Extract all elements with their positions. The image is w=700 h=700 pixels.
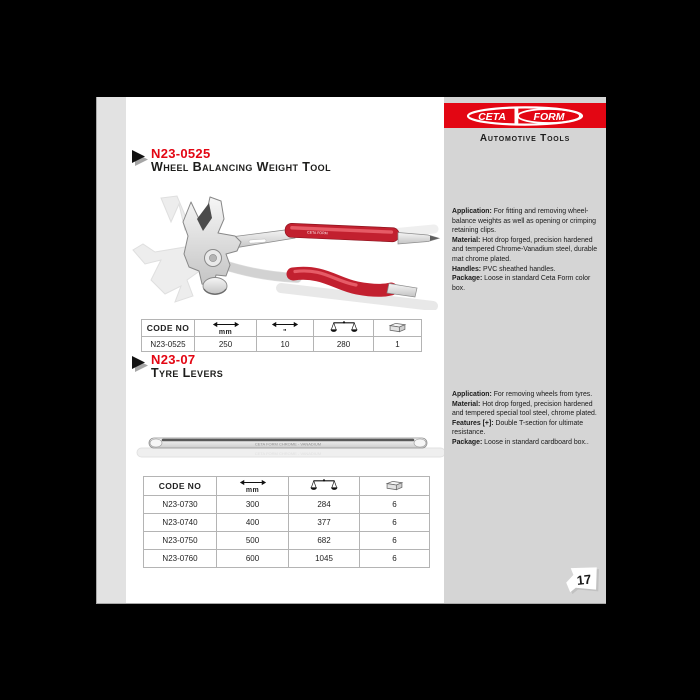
col-header-pack [360, 477, 430, 496]
svg-text:CETA: CETA [478, 110, 506, 123]
carton-box-icon [384, 479, 405, 492]
section-marker-icon [129, 355, 149, 377]
cell-code: N23-0525 [142, 337, 195, 352]
page-margin-strip [97, 97, 126, 603]
col-header-length-mm: mm [217, 477, 289, 496]
svg-text:CETA FORM CHROME - VANADIUM: CETA FORM CHROME - VANADIUM [254, 451, 322, 456]
desc-text: Double T-section for ultimate resistance. [452, 419, 584, 437]
spec-table-wheel-tool [141, 319, 422, 352]
desc-label: Application: [452, 391, 492, 398]
brand-logo-box [444, 103, 606, 128]
product-title-heading: Tyre Levers [151, 366, 224, 380]
desc-text: Loose in standard cardboard box.. [482, 438, 589, 446]
cell-weight: 377 [289, 514, 360, 532]
desc-label: Material: [452, 400, 481, 408]
desc-text: For fitting and removing wheel-balance weights as well as opening or crimping retaining clips. [452, 208, 597, 235]
wheel-balancing-tool-image [131, 192, 441, 315]
desc-text: Hot drop forged, precision hardened and tempered Chrome-Vanadium steel, durable mat chrome plated. [452, 236, 598, 263]
cell-mm: 250 [195, 337, 257, 352]
cell-mm: 300 [217, 496, 289, 514]
tyre-lever-bar [149, 438, 427, 448]
double-arrow-icon [211, 321, 241, 328]
page-number-flag [562, 565, 602, 600]
double-arrow-icon [270, 321, 300, 328]
table-row [144, 496, 430, 514]
svg-text:FORM: FORM [533, 110, 565, 123]
product-code-heading: N23-07 [151, 352, 196, 367]
col-header-pack [374, 320, 422, 337]
desc-label: Package: [452, 438, 483, 446]
sidebar [444, 97, 606, 603]
desc-label: Application: [452, 208, 492, 215]
col-header-weight [289, 477, 360, 496]
cell-mm: 400 [217, 514, 289, 532]
col-header-code: CODE NO [142, 320, 195, 337]
tyre-lever-image [131, 427, 451, 470]
product-code-heading: N23-0525 [151, 146, 211, 161]
desc-text: For removing wheels from tyres. [491, 391, 593, 398]
cell-weight: 284 [289, 496, 360, 514]
cell-qty: 6 [360, 550, 430, 568]
cell-qty: 6 [360, 496, 430, 514]
table-row [144, 532, 430, 550]
page-number: 17 [576, 571, 592, 589]
col-header-weight [314, 320, 374, 337]
desc-label: Features [+]: [452, 419, 494, 427]
table-header-row [144, 477, 430, 496]
cell-qty: 1 [374, 337, 422, 352]
spec-table-tyre-levers [143, 476, 430, 568]
balance-scale-icon [329, 320, 359, 334]
col-header-length-inch: " [257, 320, 314, 337]
cell-mm: 600 [217, 550, 289, 568]
product-description [452, 390, 600, 448]
cell-code: N23-0760 [144, 550, 217, 568]
desc-label: Material: [452, 236, 481, 244]
cell-mm: 500 [217, 532, 289, 550]
content-area [126, 97, 444, 603]
tool-head [183, 197, 241, 295]
cell-weight: 1045 [289, 550, 360, 568]
product-description [452, 207, 600, 293]
section-marker-icon [129, 149, 149, 171]
ceta-form-logo [465, 106, 585, 126]
table-row [144, 550, 430, 568]
product-title-heading: Wheel Balancing Weight Tool [151, 160, 331, 174]
desc-text: Loose in standard Ceta Form color box. [452, 275, 591, 292]
cell-weight: 280 [314, 337, 374, 352]
carton-box-icon [387, 321, 408, 334]
cell-weight: 682 [289, 532, 360, 550]
lever-engraving-text: CETA FORM CHROME - VANADIUM [254, 441, 322, 447]
handle-engraving-text: CETA FORM [306, 230, 328, 236]
balance-scale-icon [309, 478, 339, 492]
cell-qty: 6 [360, 532, 430, 550]
table-header-row [142, 320, 422, 337]
col-header-code: CODE NO [144, 477, 217, 496]
upper-handle-red-sleeve [285, 223, 400, 242]
desc-text: PVC sheathed handles. [481, 265, 556, 273]
desc-label: Package: [452, 275, 483, 283]
desc-text: Hot drop forged, precision hardened and tempered special tool steel, chrome plated. [452, 400, 597, 418]
table-row [142, 337, 422, 352]
desc-label: Handles: [452, 265, 482, 273]
cell-inch: 10 [257, 337, 314, 352]
col-header-length-mm: mm [195, 320, 257, 337]
table-row [144, 514, 430, 532]
double-arrow-icon [238, 479, 268, 486]
cell-code: N23-0730 [144, 496, 217, 514]
cell-code: N23-0750 [144, 532, 217, 550]
category-title: Automotive Tools [479, 133, 571, 144]
catalog-page [96, 97, 606, 604]
cell-code: N23-0740 [144, 514, 217, 532]
cell-qty: 6 [360, 514, 430, 532]
